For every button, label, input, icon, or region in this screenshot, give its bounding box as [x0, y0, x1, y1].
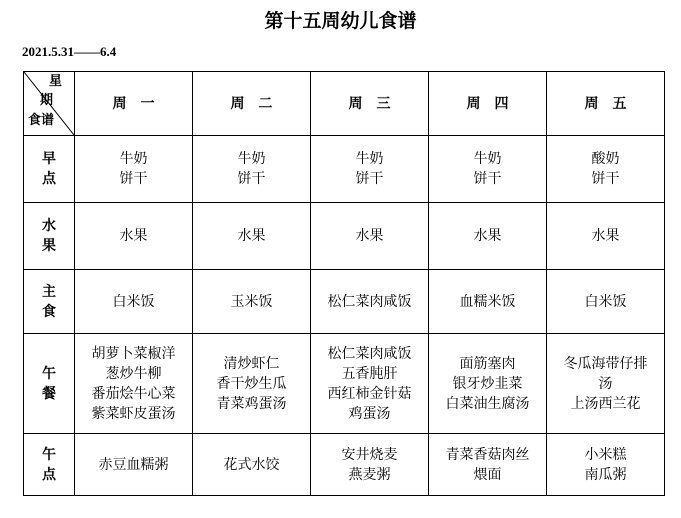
menu-cell: 花式水饺 — [193, 434, 311, 496]
header-corner-menu-label: 食谱 — [28, 113, 55, 128]
menu-cell: 牛奶 饼干 — [311, 136, 429, 203]
menu-table — [23, 71, 665, 496]
menu-cell: 冬瓜海带仔排 汤 上汤西兰花 — [547, 334, 665, 434]
menu-cell: 青菜香菇肉丝 煨面 — [429, 434, 547, 496]
header-corner-week-char-1: 星 — [49, 74, 63, 89]
menu-cell: 赤豆血糯粥 — [75, 434, 193, 496]
menu-cell: 水果 — [547, 203, 665, 270]
row-label-afternoon-snack: 午 点 — [24, 434, 75, 496]
page-title: 第十五周幼儿食谱 — [264, 10, 417, 32]
meal-row-breakfast-snack — [24, 136, 665, 203]
menu-cell: 白米饭 — [547, 270, 665, 334]
menu-cell: 水果 — [429, 203, 547, 270]
day-header-friday: 周 五 — [547, 72, 665, 136]
menu-cell: 血糯米饭 — [429, 270, 547, 334]
menu-cell: 胡萝卜菜椒洋 葱炒牛柳 番茄烩牛心菜 紫菜虾皮蛋汤 — [75, 334, 193, 434]
menu-cell: 玉米饭 — [193, 270, 311, 334]
row-label-staple: 主 食 — [24, 270, 75, 334]
header-row — [24, 72, 665, 136]
menu-cell: 水果 — [193, 203, 311, 270]
menu-cell: 牛奶 饼干 — [75, 136, 193, 203]
menu-cell: 水果 — [311, 203, 429, 270]
menu-cell: 牛奶 饼干 — [193, 136, 311, 203]
row-label-lunch: 午 餐 — [24, 334, 75, 434]
row-label-breakfast-snack: 早 点 — [24, 136, 75, 203]
date-range: 2021.5.31——6.4 — [22, 44, 117, 59]
menu-cell: 酸奶 饼干 — [547, 136, 665, 203]
row-label-fruit: 水 果 — [24, 203, 75, 270]
meal-row-fruit — [24, 203, 665, 270]
menu-cell: 牛奶 饼干 — [429, 136, 547, 203]
menu-cell: 清炒虾仁 香干炒生瓜 青菜鸡蛋汤 — [193, 334, 311, 434]
header-corner-week-char-2: 期 — [40, 93, 54, 108]
meal-row-afternoon-snack — [24, 434, 665, 496]
header-corner-cell — [24, 72, 75, 136]
menu-cell: 小米糕 南瓜粥 — [547, 434, 665, 496]
menu-cell: 安井烧麦 燕麦粥 — [311, 434, 429, 496]
meal-row-lunch — [24, 334, 665, 434]
menu-cell: 白米饭 — [75, 270, 193, 334]
day-header-monday: 周 一 — [75, 72, 193, 136]
menu-cell: 面筋塞肉 银牙炒韭菜 白菜油生腐汤 — [429, 334, 547, 434]
menu-cell: 松仁菜肉咸饭 — [311, 270, 429, 334]
day-header-wednesday: 周 三 — [311, 72, 429, 136]
meal-row-staple — [24, 270, 665, 334]
menu-cell: 水果 — [75, 203, 193, 270]
menu-cell: 松仁菜肉咸饭 五香肫肝 西红柿金针菇 鸡蛋汤 — [311, 334, 429, 434]
day-header-tuesday: 周 二 — [193, 72, 311, 136]
day-header-thursday: 周 四 — [429, 72, 547, 136]
